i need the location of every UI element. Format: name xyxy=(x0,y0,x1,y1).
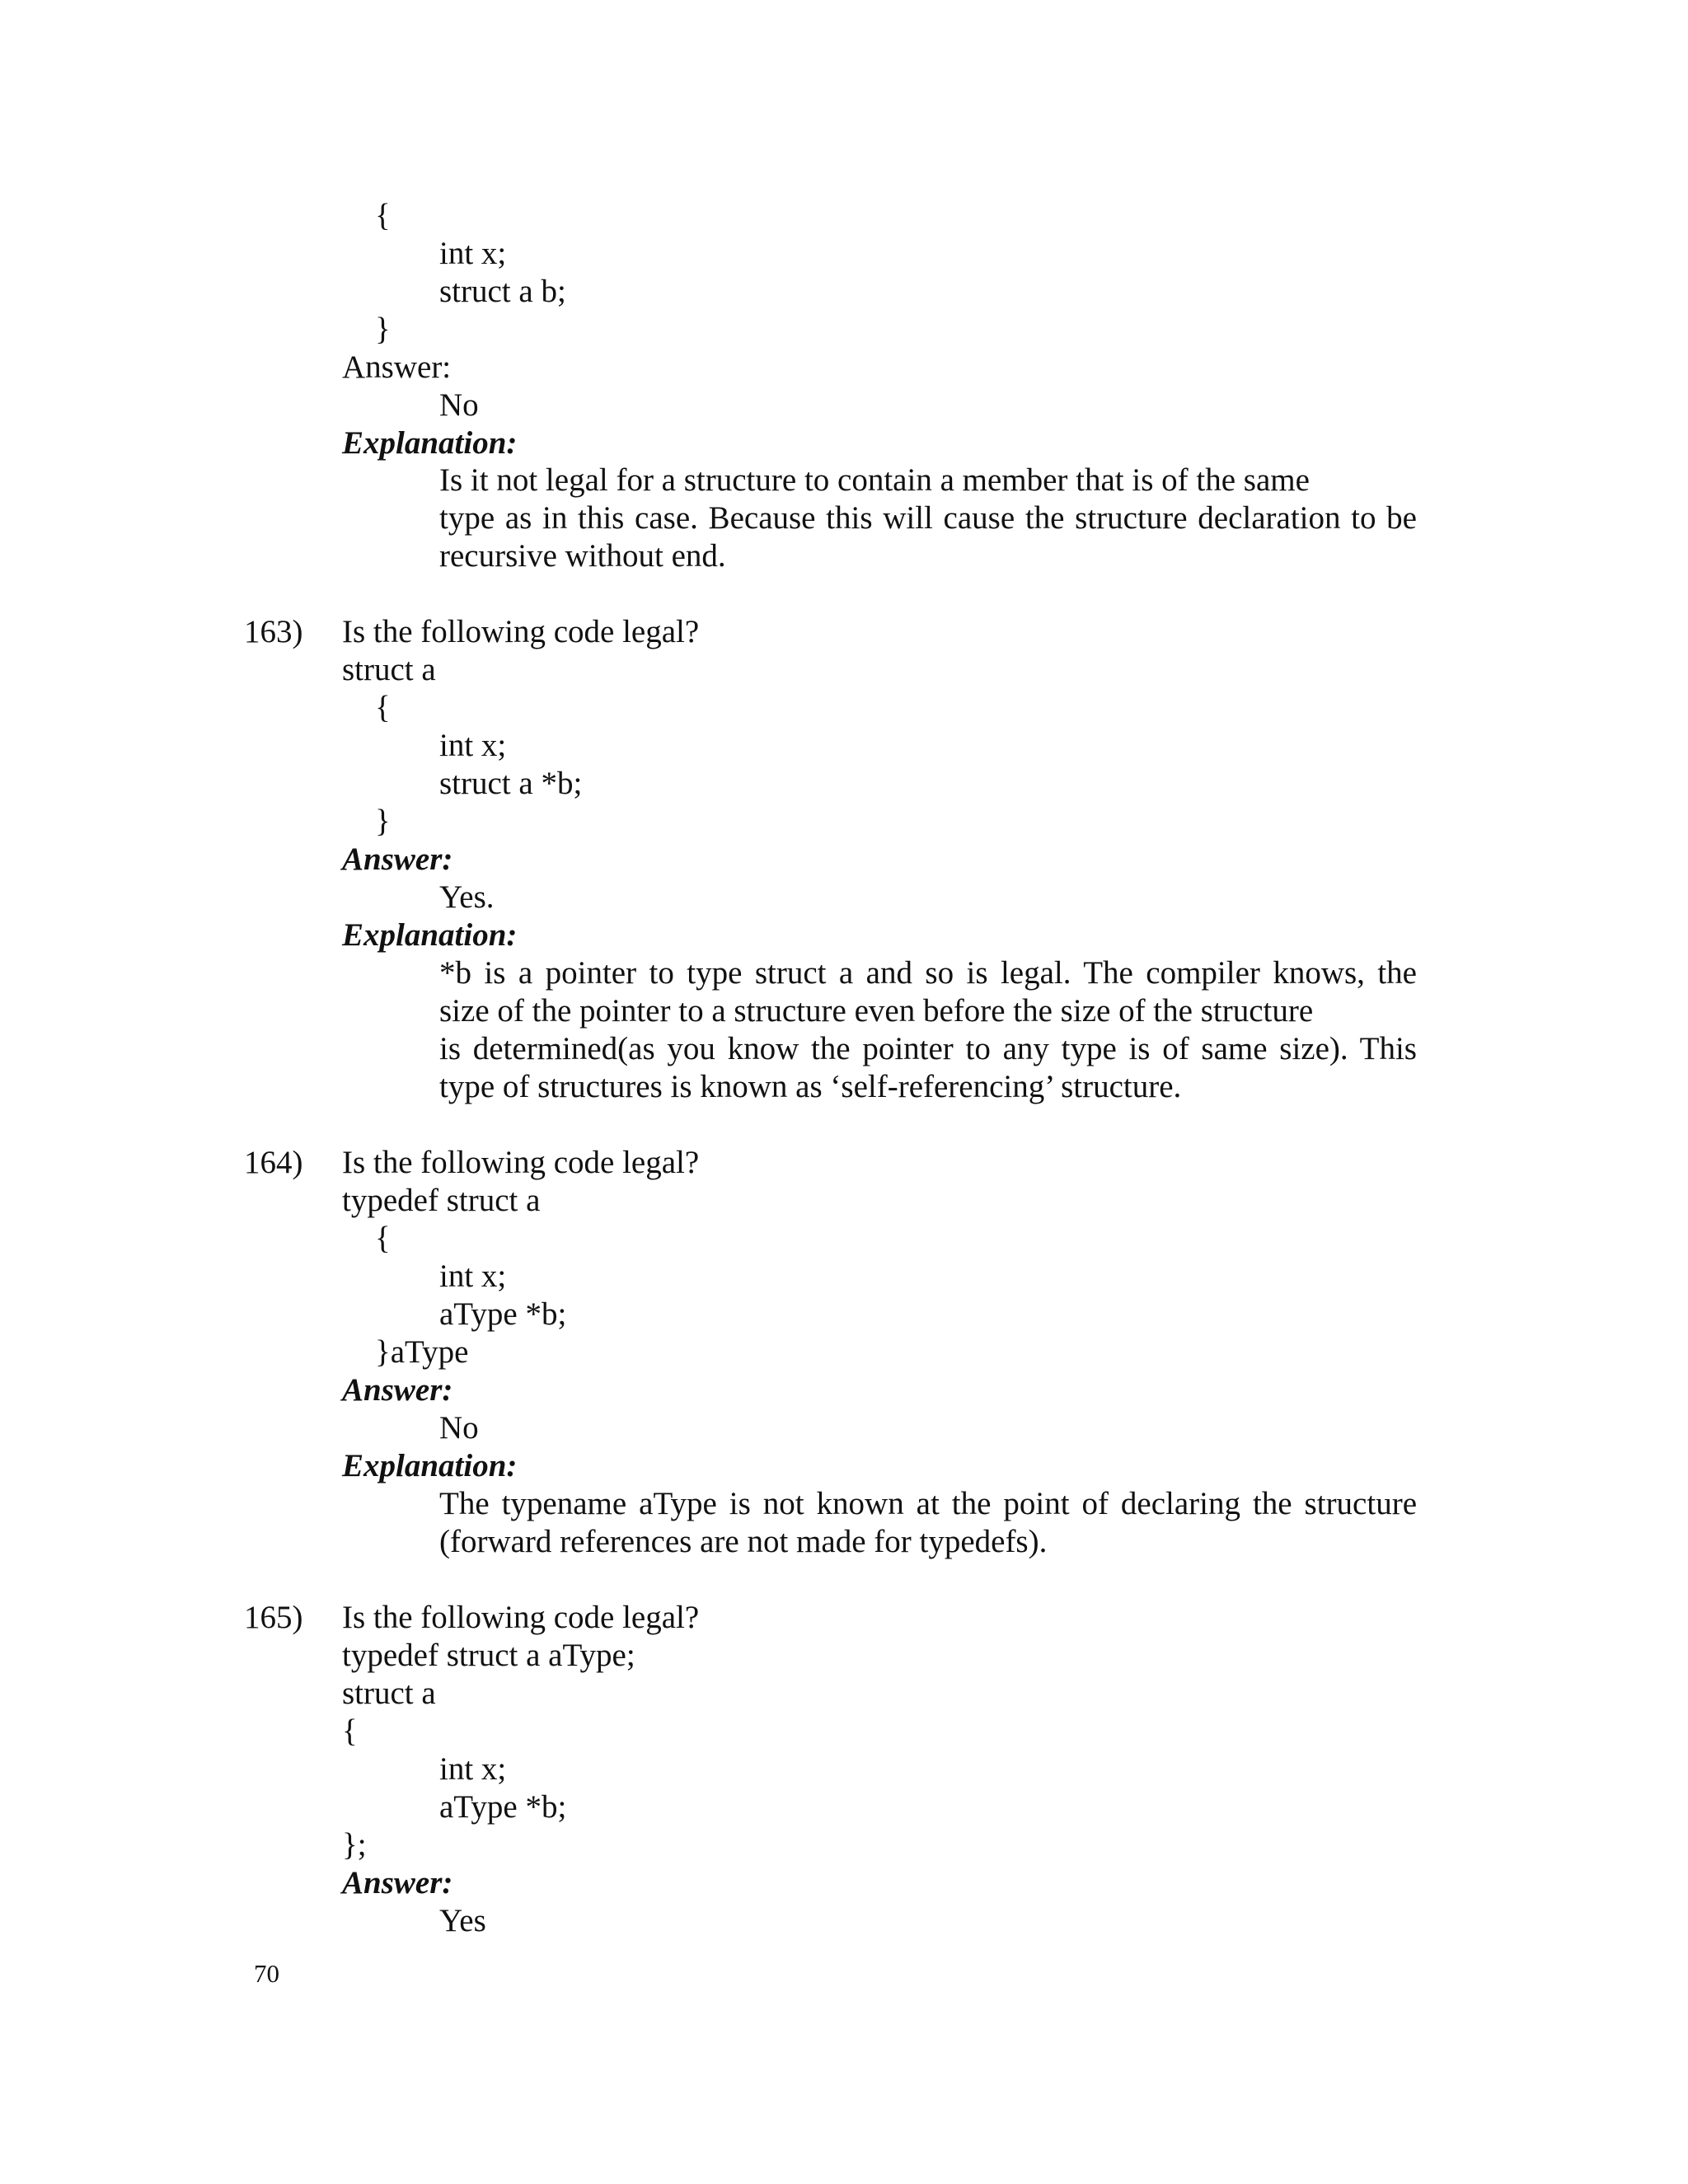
question-text: Is the following code legal? xyxy=(342,1600,700,1635)
page-number: 70 xyxy=(254,1959,279,1988)
answer-text: Yes xyxy=(439,1903,486,1938)
answer-text: No xyxy=(439,1410,479,1446)
code-line: aType *b; xyxy=(439,1789,567,1825)
question-text: Is the following code legal? xyxy=(342,614,700,649)
explanation-label: Explanation: xyxy=(342,1448,518,1483)
code-line: int x; xyxy=(439,236,507,271)
code-line: typedef struct a xyxy=(342,1183,541,1218)
answer-label: Answer: xyxy=(342,841,453,877)
explanation-line: Is it not legal for a structure to contain a member that is of the same xyxy=(439,462,1310,498)
answer-text: No xyxy=(439,387,479,423)
explanation-line: The typename aType is not known at the point of declaring the structure xyxy=(439,1486,1417,1521)
code-line: int x; xyxy=(439,1258,507,1294)
explanation-line: type as in this case. Because this will cause the structure declaration to be xyxy=(439,500,1417,536)
question-number: 165) xyxy=(244,1600,303,1635)
code-line: int x; xyxy=(439,1751,507,1787)
explanation-line: recursive without end. xyxy=(439,538,726,574)
code-line: struct a *b; xyxy=(439,766,583,801)
code-line: typedef struct a aType; xyxy=(342,1638,635,1673)
explanation-label: Explanation: xyxy=(342,917,518,953)
answer-text: Yes. xyxy=(439,879,495,915)
code-open-brace: { xyxy=(342,1713,358,1749)
explanation-line: type of structures is known as ‘self-referencing’ structure. xyxy=(439,1069,1182,1104)
answer-label: Answer: xyxy=(342,1865,453,1900)
code-close-brace: } xyxy=(375,804,391,839)
code-line: struct a b; xyxy=(439,274,566,309)
code-open-brace: { xyxy=(375,690,391,725)
explanation-line: is determined(as you know the pointer to any type is of same size). This xyxy=(439,1031,1417,1066)
code-line: int x; xyxy=(439,728,507,763)
code-line: struct a xyxy=(342,1675,436,1711)
code-close-brace: } xyxy=(375,312,391,347)
code-line: struct a xyxy=(342,652,436,687)
question-number: 164) xyxy=(244,1145,303,1180)
code-close-brace: }; xyxy=(342,1827,367,1863)
code-open-brace: { xyxy=(375,198,391,233)
code-open-brace: { xyxy=(375,1221,391,1256)
answer-label: Answer: xyxy=(342,349,452,385)
explanation-label: Explanation: xyxy=(342,425,518,461)
code-close-brace: }aType xyxy=(375,1334,469,1370)
explanation-line: *b is a pointer to type struct a and so is legal. The compiler knows, the xyxy=(439,955,1417,991)
question-number: 163) xyxy=(244,614,303,649)
question-text: Is the following code legal? xyxy=(342,1145,700,1180)
explanation-line: size of the pointer to a structure even before the size of the structure xyxy=(439,993,1314,1029)
answer-label: Answer: xyxy=(342,1372,453,1408)
explanation-line: (forward references are not made for typedefs). xyxy=(439,1524,1048,1559)
code-line: aType *b; xyxy=(439,1296,567,1332)
